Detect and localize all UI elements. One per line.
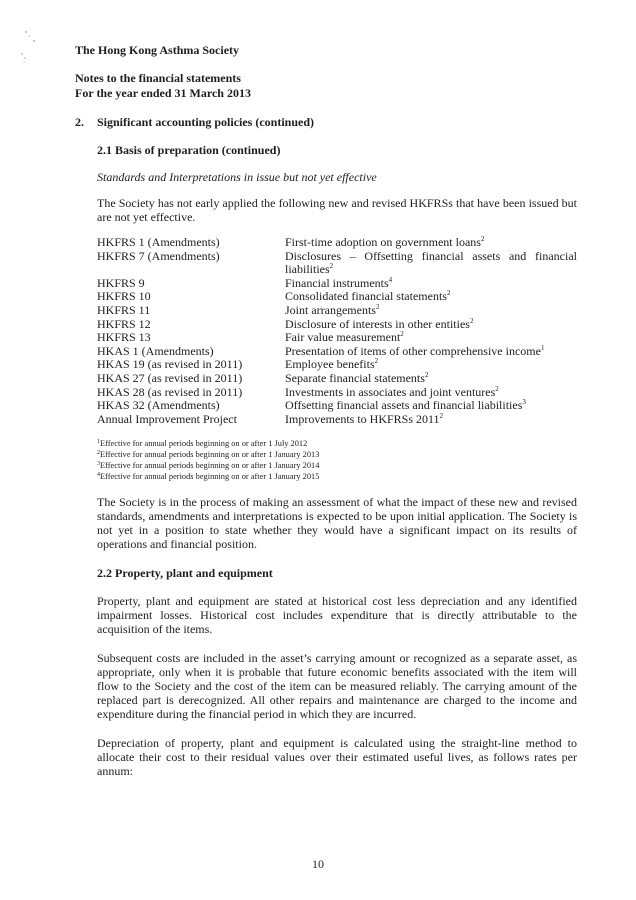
footnote-ref: 2 bbox=[480, 235, 485, 243]
standard-description bbox=[285, 318, 577, 332]
footnote-ref: 2 bbox=[329, 262, 334, 271]
footnote-ref: 1 bbox=[540, 343, 545, 352]
footnote-ref: 2 bbox=[375, 302, 380, 311]
footnote-ref: 2 bbox=[439, 411, 444, 420]
footnote-ref: 2 bbox=[374, 357, 379, 366]
ppe-paragraph-3: Depreciation of property, plant and equipment is calculated using the straight-line method to allocate their cost to their residual values over their estimated useful lives, as follows rates per annum: bbox=[97, 736, 577, 778]
standard-code: HKAS 28 (as revised in 2011) bbox=[97, 384, 243, 399]
section-number: 2. bbox=[75, 115, 84, 129]
ppe-paragraph-2: Subsequent costs are included in the asset’s carrying amount or recognized as a separate asset, as appropriate, only when it is probable that future economic benefits associated with the item will flow to the Society and the cost of the item can be measured reliably. The carrying amount of the replaced part is derecognized. All other repairs and maintenance are charged to the income and expenditure during the financial period in which they are incurred. bbox=[97, 651, 577, 721]
standard-description-text: First-time adoption on government loans bbox=[285, 235, 481, 249]
page-number: 10 bbox=[312, 857, 324, 871]
standard-code: HKAS 32 (Amendments) bbox=[97, 398, 220, 413]
standard-description-text: Presentation of items of other comprehensive income bbox=[285, 343, 541, 358]
standard-row bbox=[97, 318, 577, 332]
standard-description bbox=[285, 277, 577, 291]
standard-row bbox=[97, 399, 577, 413]
standard-row bbox=[97, 358, 577, 372]
standard-code: Annual Improvement Project bbox=[97, 411, 237, 426]
standard-row bbox=[97, 250, 577, 277]
standard-row bbox=[97, 386, 577, 400]
standard-row bbox=[97, 304, 577, 318]
standard-row bbox=[97, 372, 577, 386]
standard-description-text: Separate financial statements bbox=[285, 370, 425, 385]
standards-table bbox=[97, 236, 577, 426]
standard-row bbox=[97, 236, 577, 250]
standard-code: HKFRS 13 bbox=[97, 330, 151, 345]
standard-description-text: Consolidated financial statements bbox=[285, 289, 447, 304]
standard-description-text: Disclosure of interests in other entities bbox=[285, 316, 470, 331]
ppe-paragraph-1: Property, plant and equipment are stated at historical cost less depreciation and any identified impairment losses. Historical cost includes expenditure that is directly attributable to the acquisition of the items. bbox=[97, 594, 577, 636]
standard-description bbox=[285, 358, 577, 372]
footnote-mark: 1 bbox=[97, 439, 100, 445]
standard-code: HKFRS 11 bbox=[97, 302, 151, 317]
standard-code: HKFRS 7 (Amendments) bbox=[97, 248, 220, 263]
footnote-ref: 4 bbox=[388, 275, 393, 284]
footnote-mark: 4 bbox=[97, 472, 100, 478]
subsection-title-2-1: 2.1 Basis of preparation (continued) bbox=[97, 143, 281, 157]
footnote-text: Effective for annual periods beginning on or after 1 January 2014 bbox=[100, 461, 320, 470]
standard-code: HKAS 1 (Amendments) bbox=[97, 343, 214, 358]
section-title: Significant accounting policies (continued) bbox=[97, 115, 315, 129]
scan-specks-icon bbox=[20, 28, 40, 68]
footnote-line bbox=[97, 449, 577, 460]
standard-description-text: Disclosures – Offsetting financial assets and financial liabilities bbox=[285, 248, 577, 277]
assessment-paragraph: The Society is in the process of making an assessment of what the impact of these new and revised standards, amendments and interpretations is expected to be upon initial application. The Society is not yet in a position to state whether they would have a significant impact on its results of operations and financial position. bbox=[97, 495, 577, 551]
standard-description bbox=[285, 372, 577, 386]
standard-description bbox=[285, 290, 577, 304]
standard-row bbox=[97, 331, 577, 345]
period-line: For the year ended 31 March 2013 bbox=[75, 86, 251, 100]
footnote-text: Effective for annual periods beginning on or after 1 July 2012 bbox=[100, 439, 308, 448]
subsection-subtitle: Standards and Interpretations in issue but not yet effective bbox=[97, 170, 377, 184]
footnote-line bbox=[97, 438, 577, 449]
standard-description-text: Employee benefits bbox=[285, 357, 375, 372]
standard-description-text: Offsetting financial assets and financial liabilities bbox=[285, 398, 523, 413]
standard-description-text: Investments in associates and joint ventures bbox=[285, 384, 496, 399]
standard-code: HKFRS 10 bbox=[97, 289, 151, 304]
standard-description bbox=[285, 386, 577, 400]
standard-description-text: Improvements to HKFRSs 2011 bbox=[285, 411, 440, 426]
footnote-ref: 3 bbox=[522, 398, 526, 407]
footnote-ref: 2 bbox=[424, 370, 429, 379]
standard-row bbox=[97, 277, 577, 291]
standard-code: HKFRS 12 bbox=[97, 316, 151, 331]
footnote-text: Effective for annual periods beginning on or after 1 January 2013 bbox=[100, 450, 320, 459]
standard-description-text: Joint arrangements bbox=[285, 302, 376, 317]
footnote-ref: 2 bbox=[495, 384, 499, 393]
standard-row bbox=[97, 290, 577, 304]
footnote-ref: 2 bbox=[469, 316, 474, 325]
notes-title: Notes to the financial statements bbox=[75, 71, 241, 85]
org-name: The Hong Kong Asthma Society bbox=[75, 43, 240, 57]
standard-code: HKAS 27 (as revised in 2011) bbox=[97, 370, 243, 385]
footnote-mark: 3 bbox=[97, 461, 100, 467]
subsection-title-2-2: 2.2 Property, plant and equipment bbox=[97, 566, 273, 580]
footnote-line bbox=[97, 471, 577, 482]
standard-description bbox=[285, 345, 577, 359]
standard-row bbox=[97, 345, 577, 359]
standard-description bbox=[285, 250, 577, 277]
standard-description bbox=[285, 413, 577, 427]
footnote-line bbox=[97, 460, 577, 471]
standard-description-text: Financial instruments bbox=[285, 275, 389, 290]
standard-description bbox=[285, 399, 577, 413]
standard-code: HKFRS 9 bbox=[97, 275, 145, 290]
footnote-text: Effective for annual periods beginning on or after 1 January 2015 bbox=[100, 472, 320, 481]
standard-description-text: Fair value measurement bbox=[285, 330, 401, 345]
standard-row bbox=[97, 413, 577, 427]
standard-code: HKAS 19 (as revised in 2011) bbox=[97, 357, 243, 372]
standard-code: HKFRS 1 (Amendments) bbox=[97, 235, 220, 249]
standard-description bbox=[285, 304, 577, 318]
footnote-ref: 2 bbox=[446, 289, 451, 298]
footnote-ref: 2 bbox=[400, 330, 404, 339]
standard-description bbox=[285, 236, 577, 250]
standard-description bbox=[285, 331, 577, 345]
footnote-mark: 2 bbox=[97, 450, 100, 456]
intro-paragraph: The Society has not early applied the following new and revised HKFRSs that have been issued but are not yet effective. bbox=[97, 196, 577, 224]
footnotes bbox=[97, 438, 577, 482]
